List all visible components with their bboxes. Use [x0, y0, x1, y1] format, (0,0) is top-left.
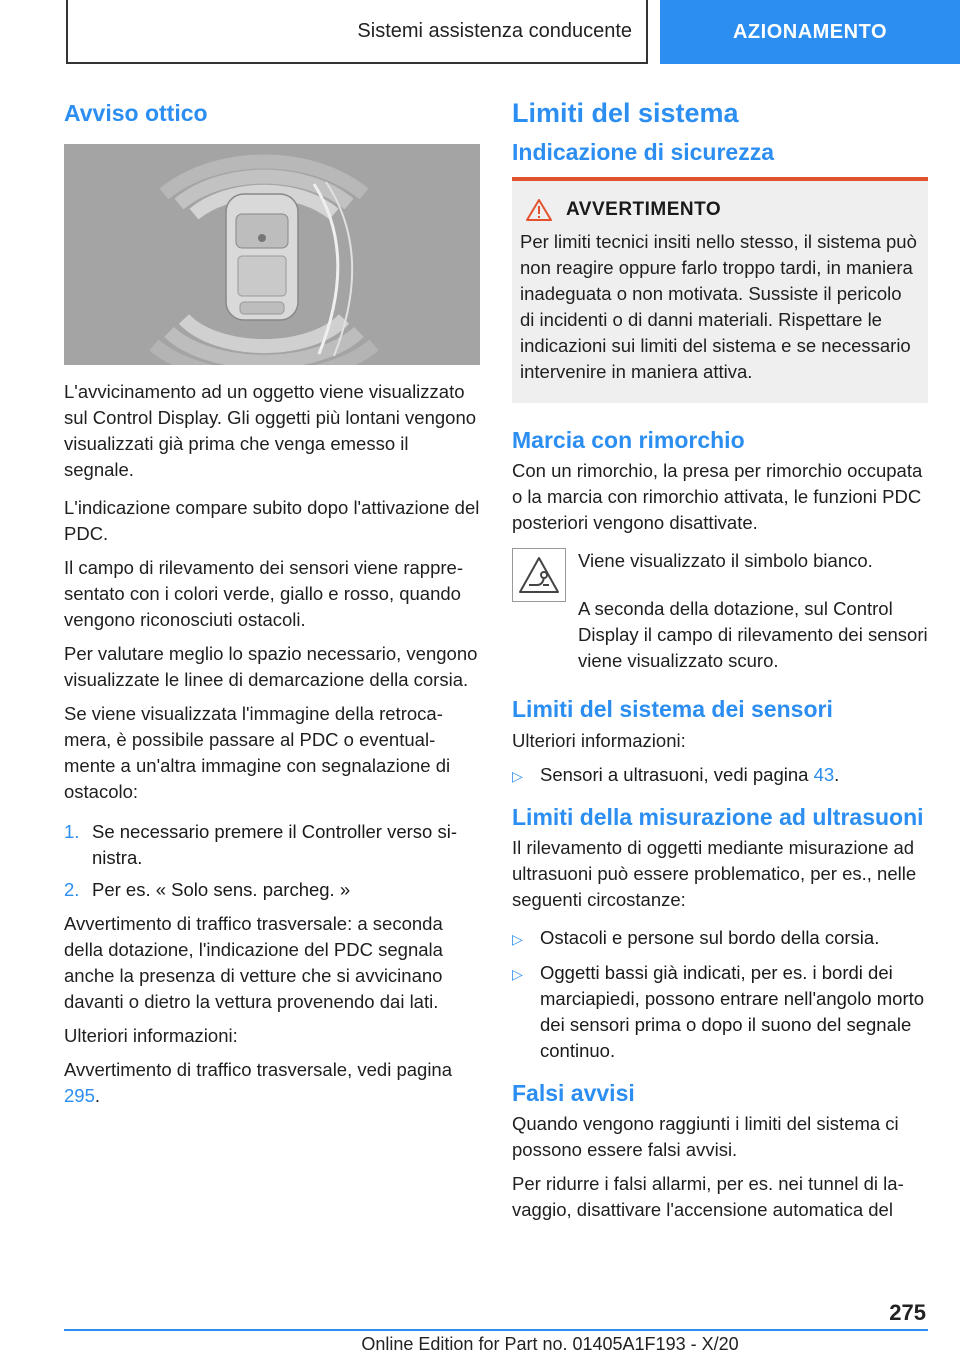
paragraph: L'avvicinamento ad un oggetto viene visualizzato sul Control Display. Gli oggetti più lontani vengono visualizzati già prima che venga emesso il segnale.	[64, 380, 477, 480]
paragraph: Per valutare meglio lo spazio necessario, vengono visualizzate le linee di demarcazione della corsia.	[64, 642, 478, 690]
trailer-symbol-row	[512, 548, 928, 602]
page-link[interactable]: 43	[813, 763, 835, 785]
triangle-bullet-icon: ▷	[512, 767, 523, 784]
paragraph: Avvertimento di traffico trasversale: a seconda della dotazione, l'indicazione del PDC segnala anche la presenza di vetture che si avvicinano davanti o dietro la vettura provenendo dai lati.	[64, 912, 443, 1012]
left-column	[64, 96, 480, 1117]
warning-header	[520, 199, 920, 221]
step-text: Per es. « Solo sens. parcheg. »	[92, 878, 351, 900]
step-number: 1.	[64, 820, 80, 842]
footer-edition: Online Edition for Part no. 01405A1F193 - X/20	[361, 1334, 739, 1354]
triangle-bullet-icon: ▷	[512, 930, 523, 947]
paragraph: Per ridurre i falsi allarmi, per es. nei tunnel di lavaggio, disattivare l'accensione automatica del	[512, 1173, 904, 1221]
paragraph: Con un rimorchio, la presa per rimorchio occupata o la marcia con rimorchio attivata, le funzioni PDC posteriori vengono disattivate.	[512, 460, 923, 534]
warning-title: AVVERTIMENTO	[566, 198, 722, 220]
steps-list	[64, 819, 480, 903]
heading-avviso-ottico: Avviso ottico	[64, 100, 208, 126]
right-column	[512, 96, 928, 1231]
text: A seconda della dotazione, sul Control Display il campo di rilevamento dei sensori viene visualizzato scuro.	[578, 598, 928, 672]
paragraph: Il rilevamento di oggetti mediante misurazione ad ultrasuoni può essere problematico, per es., nelle seguenti circostanze:	[512, 836, 917, 910]
list-item	[64, 819, 480, 871]
paragraph	[64, 1057, 480, 1109]
page-number: 275	[889, 1300, 926, 1325]
trailer-symbol-icon	[512, 548, 566, 602]
heading-sicurezza: Indicazione di sicurezza	[512, 139, 775, 166]
paragraph: Quando vengono raggiunti i limiti del sistema ci possono essere falsi avvisi.	[512, 1113, 899, 1161]
paragraph	[512, 596, 928, 674]
list-item	[512, 960, 928, 1064]
warning-box	[512, 177, 928, 403]
paragraph: Il campo di rilevamento dei sensori viene rappresentato con i colori verde, giallo e rosso, quando vengono riconosciuti ostacoli.	[64, 556, 463, 630]
page-link[interactable]: 295	[64, 1084, 95, 1106]
heading-rimorchio: Marcia con rimorchio	[512, 426, 745, 453]
heading-limiti-sistema: Limiti del sistema	[512, 98, 739, 128]
heading-ultrasuoni: Limiti della misurazione ad ultrasuoni	[512, 803, 924, 830]
list-text: Sensori a ultrasuoni, vedi pagina 43.	[540, 763, 840, 785]
paragraph: Se viene visualizzata l'immagine della retrocamera, è possibile passare al PDC o eventualmente a un'altra immagine con segnalazione di ostacolo:	[64, 702, 451, 802]
step-text: Se necessario premere il Controller verso sinistra.	[92, 820, 458, 868]
sensor-list	[512, 762, 928, 789]
text: Avvertimento di traffico trasversale, vedi pagina	[64, 1058, 453, 1080]
trailer-symbol-text	[578, 548, 873, 602]
section-title: Sistemi assistenza conducente	[357, 19, 632, 42]
footer-divider	[64, 1329, 928, 1331]
triangle-bullet-icon: ▷	[512, 965, 523, 982]
paragraph: Ulteriori informazioni:	[64, 1024, 238, 1046]
list-text: Ostacoli e persone sul bordo della corsia.	[540, 926, 880, 948]
list-item	[64, 877, 480, 903]
text: .	[94, 1084, 101, 1106]
paragraph: L'indicazione compare subito dopo l'attivazione del PDC.	[64, 496, 480, 544]
paragraph: Viene visualizzato il simbolo bianco.	[578, 550, 873, 572]
warning-triangle-icon	[526, 199, 552, 221]
list-item	[512, 925, 928, 952]
header-section	[66, 0, 648, 64]
list-item	[512, 762, 928, 789]
warning-text: Per limiti tecnici insiti nello stesso, il sistema può non reagire oppure farlo troppo tardi, in maniera inadeguata o non motivata. Sussiste il pericolo di incidenti o di danni materiali. Rispettare le indicazioni sui limiti del sistema e se necessario intervenire in maniera attiva.	[520, 230, 917, 382]
chapter-title: AZIONAMENTO	[732, 20, 887, 43]
step-number: 2.	[64, 878, 80, 900]
ultra-list	[512, 925, 928, 1064]
list-text: Oggetti bassi già indicati, per es. i bordi dei marciapiedi, possono entrare nell'angolo morto dei sensori prima o dopo il suono del segnale continuo.	[540, 961, 925, 1061]
heading-falsi-avvisi: Falsi avvisi	[512, 1079, 635, 1106]
header-chapter	[660, 0, 960, 64]
parking-sensor-display-icon	[64, 144, 480, 365]
paragraph: Ulteriori informazioni:	[512, 729, 686, 751]
heading-sensori: Limiti del sistema dei sensori	[512, 696, 833, 723]
